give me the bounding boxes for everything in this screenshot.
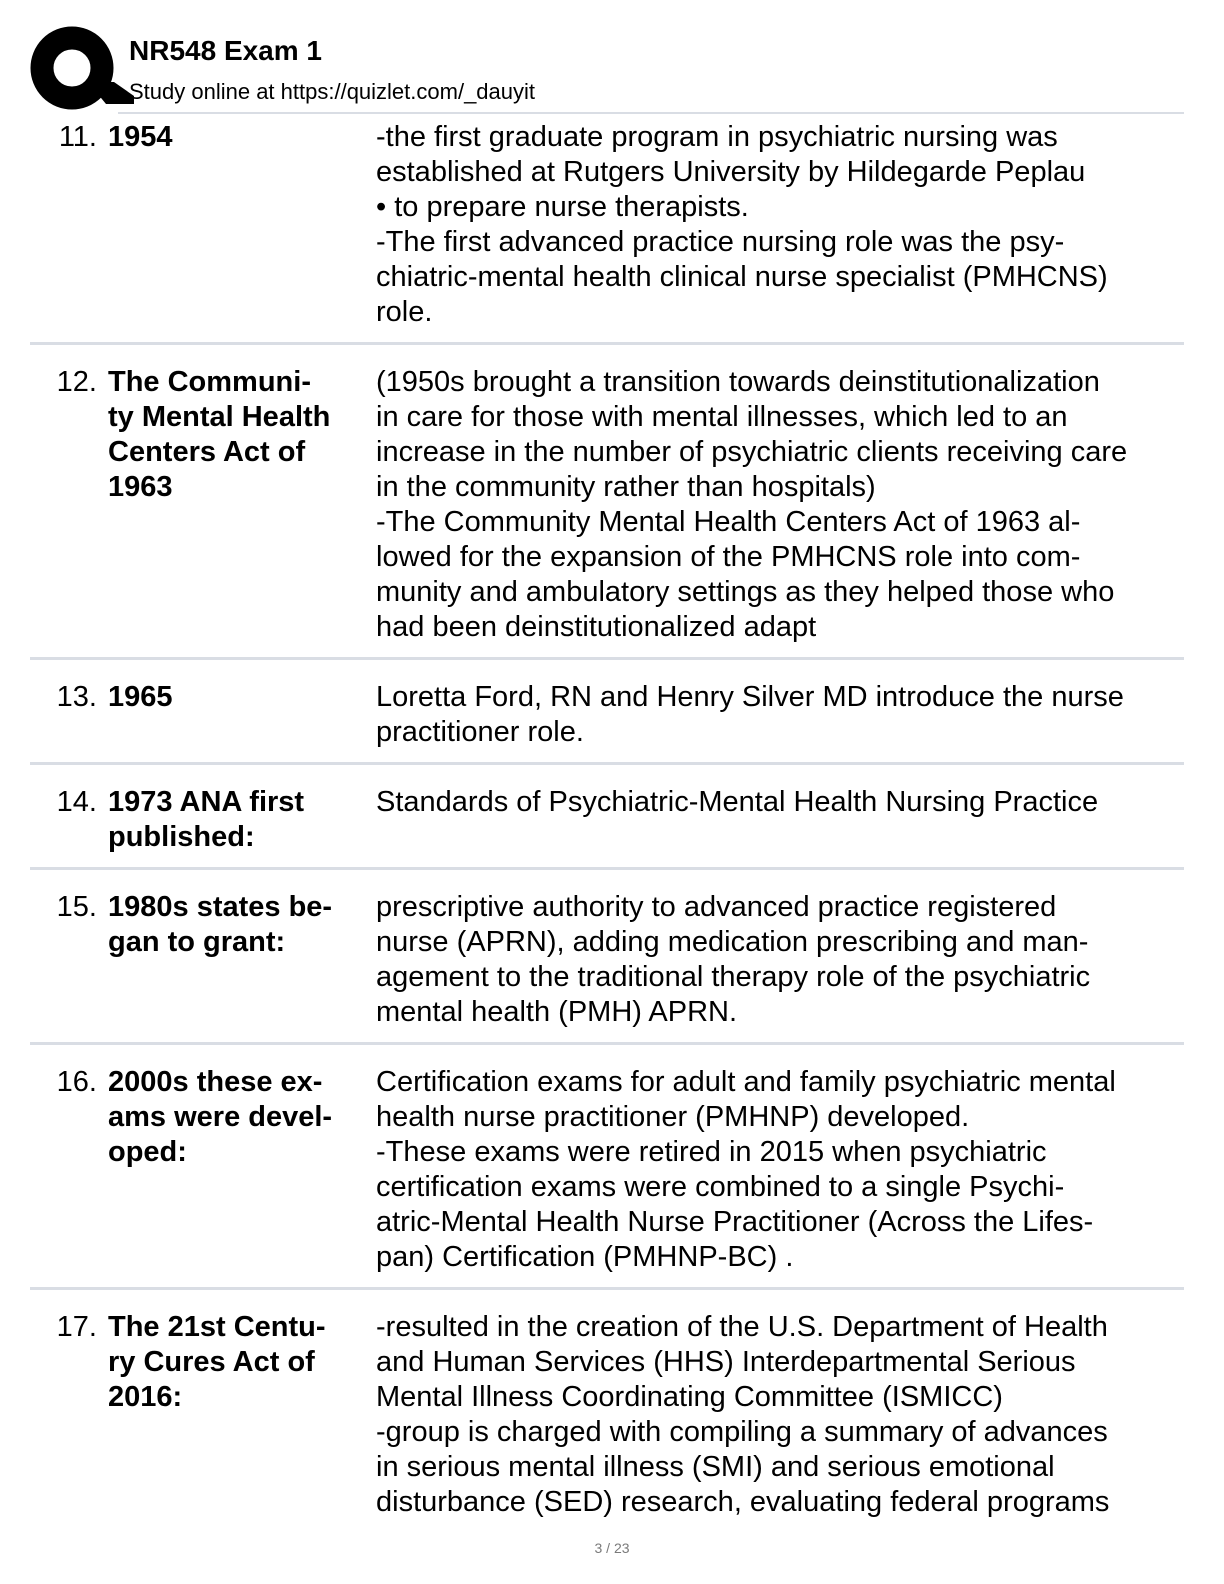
term-line: published: bbox=[108, 821, 255, 853]
flashcard-row bbox=[30, 114, 1184, 345]
definition-line: had been deinstitutionalized adapt bbox=[376, 611, 817, 643]
term-line: ty Mental Health bbox=[108, 401, 331, 433]
definition-line: and Human Services (HHS) Interdepartmental Serious bbox=[376, 1346, 1076, 1378]
number-term-gap bbox=[97, 1310, 108, 1520]
definition-line: • to prepare nurse therapists. bbox=[376, 191, 749, 223]
definition-line: health nurse practitioner (PMHNP) developed. bbox=[376, 1101, 970, 1133]
page-number: 3 / 23 bbox=[594, 1540, 630, 1556]
card-number: 11. bbox=[58, 121, 97, 153]
term-line: 2016: bbox=[108, 1381, 183, 1413]
definition-line: munity and ambulatory settings as they helped those who bbox=[376, 576, 1115, 608]
quizlet-logo-icon bbox=[30, 26, 136, 110]
card-term bbox=[108, 1065, 366, 1275]
card-number: 15. bbox=[56, 891, 97, 923]
card-term bbox=[108, 785, 366, 855]
term-line: Centers Act of bbox=[108, 436, 306, 468]
flashcard-row bbox=[30, 1059, 1184, 1290]
number-term-gap bbox=[97, 890, 108, 1030]
definition-line: Certification exams for adult and family psychiatric mental bbox=[376, 1066, 1116, 1098]
definition-line: in the community rather than hospitals) bbox=[376, 471, 876, 503]
definition-line: mental health (PMH) APRN. bbox=[376, 996, 738, 1028]
card-term bbox=[108, 120, 366, 330]
definition-line: atric-Mental Health Nurse Practitioner (Across the Lifes- bbox=[376, 1206, 1094, 1238]
quizlet-q-logo-svg bbox=[30, 26, 136, 110]
definition-line: in serious mental illness (SMI) and serious emotional bbox=[376, 1451, 1055, 1483]
flashcard-row bbox=[30, 359, 1184, 660]
definition-line: nurse (APRN), adding medication prescribing and man- bbox=[376, 926, 1089, 958]
number-term-gap bbox=[97, 785, 108, 855]
flashcard-row bbox=[30, 674, 1184, 765]
definition-line: -group is charged with compiling a summary of advances bbox=[376, 1416, 1108, 1448]
definition-line: chiatric-mental health clinical nurse specialist (PMHCNS) bbox=[376, 261, 1108, 293]
definition-line: certification exams were combined to a single Psychi- bbox=[376, 1171, 1065, 1203]
card-definition bbox=[366, 785, 1184, 855]
definition-line: disturbance (SED) research, evaluating federal programs bbox=[376, 1486, 1110, 1518]
flashcard-row bbox=[30, 884, 1184, 1045]
term-line: 1954 bbox=[108, 121, 173, 153]
definition-line: increase in the number of psychiatric clients receiving care bbox=[376, 436, 1128, 468]
term-line: The Communi- bbox=[108, 366, 311, 398]
definition-line: agement to the traditional therapy role of the psychiatric bbox=[376, 961, 1091, 993]
term-line: 1980s states be- bbox=[108, 891, 333, 923]
number-term-gap bbox=[97, 680, 108, 750]
card-definition bbox=[366, 120, 1184, 330]
definition-line: established at Rutgers University by Hildegarde Peplau bbox=[376, 156, 1086, 188]
term-line: 1963 bbox=[108, 471, 173, 503]
card-definition bbox=[366, 890, 1184, 1030]
term-line: oped: bbox=[108, 1136, 187, 1168]
definition-line: Mental Illness Coordinating Committee (ISMICC) bbox=[376, 1381, 1003, 1413]
term-line: 1973 ANA first bbox=[108, 786, 305, 818]
flashcard-row bbox=[30, 1304, 1184, 1532]
definition-line: -resulted in the creation of the U.S. Department of Health bbox=[376, 1311, 1108, 1343]
term-line: ams were devel- bbox=[108, 1101, 333, 1133]
definition-line: Standards of Psychiatric-Mental Health Nursing Practice bbox=[376, 786, 1099, 818]
definition-line: practitioner role. bbox=[376, 716, 584, 748]
card-term bbox=[108, 1310, 366, 1520]
deck-title: NR548 Exam 1 bbox=[129, 35, 323, 66]
definition-line: in care for those with mental illnesses, which led to an bbox=[376, 401, 1068, 433]
term-line: gan to grant: bbox=[108, 926, 286, 958]
definition-line: prescriptive authority to advanced practice registered bbox=[376, 891, 1057, 923]
term-line: 1965 bbox=[108, 681, 173, 713]
card-number: 16. bbox=[56, 1066, 97, 1098]
card-number: 17. bbox=[56, 1311, 97, 1343]
definition-line: -The first advanced practice nursing role was the psy- bbox=[376, 226, 1065, 258]
card-definition bbox=[366, 680, 1184, 750]
number-term-gap bbox=[97, 120, 108, 330]
definition-line: lowed for the expansion of the PMHCNS role into com- bbox=[376, 541, 1081, 573]
term-line: ry Cures Act of bbox=[108, 1346, 315, 1378]
study-online-link[interactable]: Study online at https://quizlet.com/_dauyit bbox=[129, 79, 536, 104]
card-number: 14. bbox=[56, 786, 97, 818]
definition-line: Loretta Ford, RN and Henry Silver MD introduce the nurse bbox=[376, 681, 1124, 713]
definition-line: -The Community Mental Health Centers Act of 1963 al- bbox=[376, 506, 1081, 538]
flashcard-list bbox=[30, 114, 1184, 1532]
definition-line: (1950s brought a transition towards deinstitutionalization bbox=[376, 366, 1100, 398]
term-line: The 21st Centu- bbox=[108, 1311, 326, 1343]
flashcard-row bbox=[30, 779, 1184, 870]
page-header bbox=[30, 26, 1190, 110]
definition-line: -the first graduate program in psychiatric nursing was bbox=[376, 121, 1058, 153]
card-number: 12. bbox=[56, 366, 97, 398]
definition-line: pan) Certification (PMHNP-BC) . bbox=[376, 1241, 794, 1273]
card-definition bbox=[366, 1310, 1184, 1520]
number-term-gap bbox=[97, 1065, 108, 1275]
definition-line: role. bbox=[376, 296, 433, 328]
term-line: 2000s these ex- bbox=[108, 1066, 323, 1098]
card-definition bbox=[366, 1065, 1184, 1275]
card-definition bbox=[366, 365, 1184, 645]
card-number: 13. bbox=[56, 681, 97, 713]
card-term bbox=[108, 365, 366, 645]
card-term bbox=[108, 680, 366, 750]
card-term bbox=[108, 890, 366, 1030]
definition-line: -These exams were retired in 2015 when psychiatric bbox=[376, 1136, 1047, 1168]
number-term-gap bbox=[97, 365, 108, 645]
